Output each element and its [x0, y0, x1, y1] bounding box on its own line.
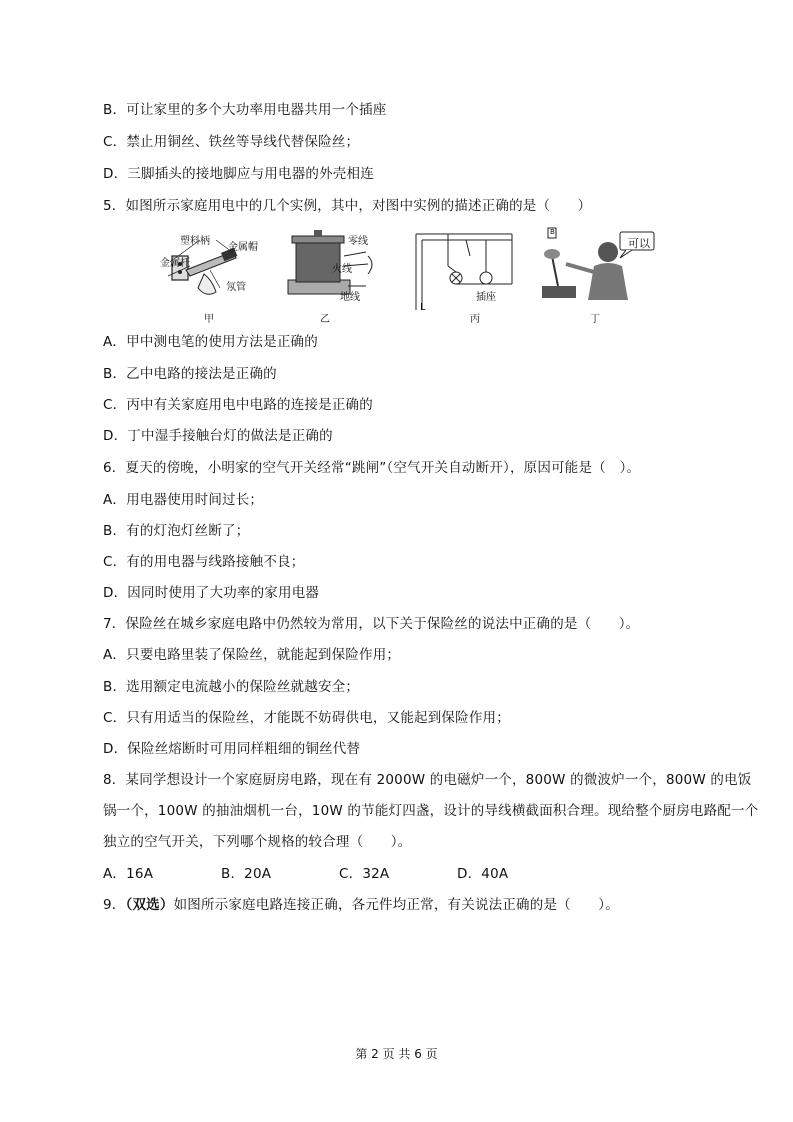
q5-option-d: D．丁中湿手接触台灯的做法是正确的: [103, 428, 333, 444]
q7-option-a: A．只要电路里装了保险丝，就能起到保险作用；: [103, 647, 401, 663]
question-9: [103, 895, 619, 915]
q6-option-c: C．有的用电器与线路接触不良；: [103, 554, 305, 570]
q8-option-c: C．32A: [339, 866, 390, 882]
q5-option-b: B．乙中电路的接法是正确的: [103, 366, 277, 382]
question-6: 6．夏天的傍晚，小明家的空气开关经常“跳闸”（空气开关自动断开），原因可能是（ ）。: [103, 460, 641, 476]
question-9-text: 如图所示家庭电路连接正确，各元件均正常，有关说法正确的是（ ）。: [173, 897, 619, 913]
label-neutral: 零线: [348, 236, 368, 247]
q7-option-b: B．选用额定电流越小的保险丝就越安全；: [103, 679, 360, 695]
q6-option-b: B．有的灯泡灯丝断了；: [103, 523, 250, 539]
q8-option-d: D．40A: [457, 866, 509, 882]
q6-option-d: D．因同时使用了大功率的家用电器: [103, 585, 320, 601]
question-8-line-1: 8．某同学想设计一个家庭厨房电路，现在有 2000W 的电磁炉一个，800W 的微波炉一个，800W 的电饭: [103, 772, 752, 788]
label-metal-rod: 金属杆: [160, 258, 190, 269]
q7-option-d: D．保险丝熔断时可用同样粗细的铜丝代替: [103, 741, 361, 757]
q8-options: [103, 864, 508, 884]
question-5: 5．如图所示家庭用电中的几个实例，其中，对图中实例的描述正确的是（ ）: [103, 198, 592, 214]
page-footer: 第 2 页 共 6 页: [355, 1047, 438, 1061]
figure-yi: [278, 226, 388, 326]
label-socket: 插座: [476, 292, 496, 303]
label-plastic-handle: 塑料柄: [180, 236, 210, 247]
q5-option-c: C．丙中有关家庭用电中电路的连接是正确的: [103, 397, 373, 413]
caption-ding: 丁: [590, 314, 600, 325]
caption-yi: 乙: [320, 314, 330, 325]
label-metal-cap: 金属帽: [228, 242, 258, 253]
q4-option-b: B．可让家里的多个大功率用电器共用一个插座: [103, 102, 387, 118]
q8-option-b: B．20A: [221, 866, 272, 882]
caption-jia: 甲: [204, 314, 214, 325]
q8-option-a: A．16A: [103, 866, 154, 882]
caption-bing: 丙: [470, 314, 480, 325]
q6-option-a: A．用电器使用时间过长；: [103, 492, 264, 508]
question-8-line-2: 锅一个，100W 的抽油烟机一台，10W 的节能灯四盏，设计的导线横截面积合理。现给整个厨房电路配一个: [103, 803, 759, 819]
label-neon-tube: 氖管: [226, 282, 246, 293]
q4-option-d: D．三脚插头的接地脚应与用电器的外壳相连: [103, 166, 374, 182]
question-8-line-3: 独立的空气开关，下列哪个规格的较合理（ ）。: [103, 834, 412, 850]
q5-figure: [160, 226, 660, 326]
label-ground: 地线: [340, 292, 360, 303]
label-l: L: [420, 302, 426, 313]
figure-jia: [160, 226, 260, 326]
q5-option-a: A．甲中测电笔的使用方法是正确的: [103, 334, 318, 350]
q4-option-c: C．禁止用铜丝、铁丝等导线代替保险丝；: [103, 134, 360, 150]
speech-bubble-text: 可以: [628, 237, 650, 250]
question-9-tag: （双选）: [125, 897, 174, 913]
label-lamp: B: [550, 228, 555, 236]
figure-bing: [408, 226, 516, 326]
figure-ding: [538, 226, 660, 326]
question-9-number: 9．: [103, 897, 126, 913]
question-7: 7．保险丝在城乡家庭电路中仍然较为常用，以下关于保险丝的说法中正确的是（ ）。: [103, 616, 640, 632]
q7-option-c: C．只有用适当的保险丝，才能既不妨碍供电，又能起到保险作用；: [103, 710, 510, 726]
label-live: 火线: [332, 264, 352, 275]
